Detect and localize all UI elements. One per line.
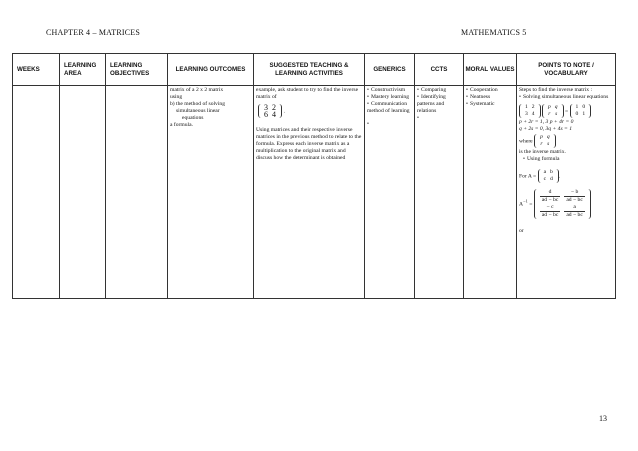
activity-intro: example, ask student to try to find the inverse matrix of (256, 87, 359, 100)
cell-learning-objectives (106, 86, 168, 299)
for-a-line: For A = a b c d . (519, 169, 561, 182)
generic-item: • Mastery learning (367, 94, 412, 101)
header-moral-values: MORAL VALUES (464, 54, 517, 86)
outcome-line: using (170, 94, 183, 100)
matrix-pqrs: p q r s (542, 104, 564, 118)
cell-learning-area (60, 86, 106, 299)
lesson-plan-table (12, 53, 616, 299)
moral-item: • Systematic (466, 101, 514, 108)
matrix-abcd: a b c d (538, 169, 559, 183)
points-step-2: • Using formula (519, 156, 613, 163)
header-weeks: WEEKS (13, 54, 60, 86)
chapter-title: CHAPTER 4 – MATRICES (46, 28, 141, 37)
header-points-to-note: POINTS TO NOTE / VOCABULARY (517, 54, 616, 86)
identity-matrix: 1 0 0 1 (570, 104, 592, 118)
cell-ccts (415, 86, 464, 299)
where-line: where p q r s (519, 133, 613, 149)
ccts-item: • Comparing (417, 87, 461, 94)
equation-line: p + 2r = 1, 3 p + 4r = 0 (519, 119, 574, 125)
subject-title: MATHEMATICS 5 (461, 28, 527, 37)
table-row (13, 86, 616, 299)
outcome-line: matrix of a 2 x 2 matrix (170, 87, 224, 93)
cell-weeks (13, 86, 60, 299)
header-teaching-activities: SUGGESTED TEACHING & LEARNING ACTIVITIES (254, 54, 365, 86)
matrix-equation: 1 2 3 4 p q r s = 1 0 0 1 (519, 103, 613, 119)
cell-points-to-note (517, 86, 616, 299)
cell-moral-values (464, 86, 517, 299)
outcome-line: equations (182, 115, 204, 121)
moral-item: • Neatness (466, 94, 514, 101)
or-label: or (519, 228, 524, 234)
points-intro: Steps to find the inverse matrix : (519, 87, 593, 93)
generic-item: • Communication method of learning (367, 101, 412, 115)
header-ccts: CCTS (415, 54, 464, 86)
header-generics: GENERICS (365, 54, 415, 86)
matrix-3-2-6-4: 3 2 6 4 (258, 104, 282, 118)
ccts-item (417, 115, 461, 122)
inverse-formula: $A^{-1}$ = $\frac{d}{ad - bc}$ $\frac{- b}{ad - bc}$ $\frac{- c}{ad - bc}$ $\frac{a}{ad - bc}$ (519, 188, 613, 220)
points-step-1: • Solving simultaneous linear equations (519, 94, 613, 101)
cell-learning-outcomes (168, 86, 254, 299)
header-learning-objectives: LEARNING OBJECTIVES (106, 54, 168, 86)
generic-item (367, 121, 412, 128)
activity-body: Using matrices and their respective inverse matrices in the previous method to relate to the formula. Express each inverse matrix as a multiplication to the original matrix and discuss how the determinant is obtained (256, 127, 362, 161)
inverse-formula-matrix: $\frac{d}{ad - bc}$ $\frac{- b}{ad - bc}$ $\frac{- c}{ad - bc}$ $\frac{a}{ad - bc}$ (534, 189, 591, 219)
page-number: 13 (599, 414, 607, 423)
header-learning-outcomes: LEARNING OUTCOMES (168, 54, 254, 86)
header-learning-area: LEARNING AREA (60, 54, 106, 86)
generic-item: • Constructivism (367, 87, 412, 94)
moral-item: • Cooperation (466, 87, 514, 94)
matrix-pqrs-result: p q r s (534, 134, 556, 148)
cell-generics (365, 86, 415, 299)
outcome-line: b) the method of solving (170, 101, 225, 107)
ccts-item: • Identifying patterns and relations (417, 94, 461, 115)
matrix-1-2-3-4: 1 2 3 4 (519, 104, 541, 118)
inverse-note: is the inverse matrix. (519, 149, 566, 155)
outcome-line: a formula. (170, 122, 193, 128)
outcome-line: simultaneous linear (176, 108, 220, 114)
equation-line: q + 2s = 0, 3q + 4s = 1 (519, 126, 573, 132)
cell-teaching-activities: example, ask student to try to find the inverse matrix of 3 2 6 4 . Using matrices and their respective inverse matrices in the previous method to relate to the formula. Express each inverse matrix as a multiplication to the original matrix and discuss how the determinant is obtained (254, 86, 365, 299)
table-header-row (13, 54, 616, 86)
